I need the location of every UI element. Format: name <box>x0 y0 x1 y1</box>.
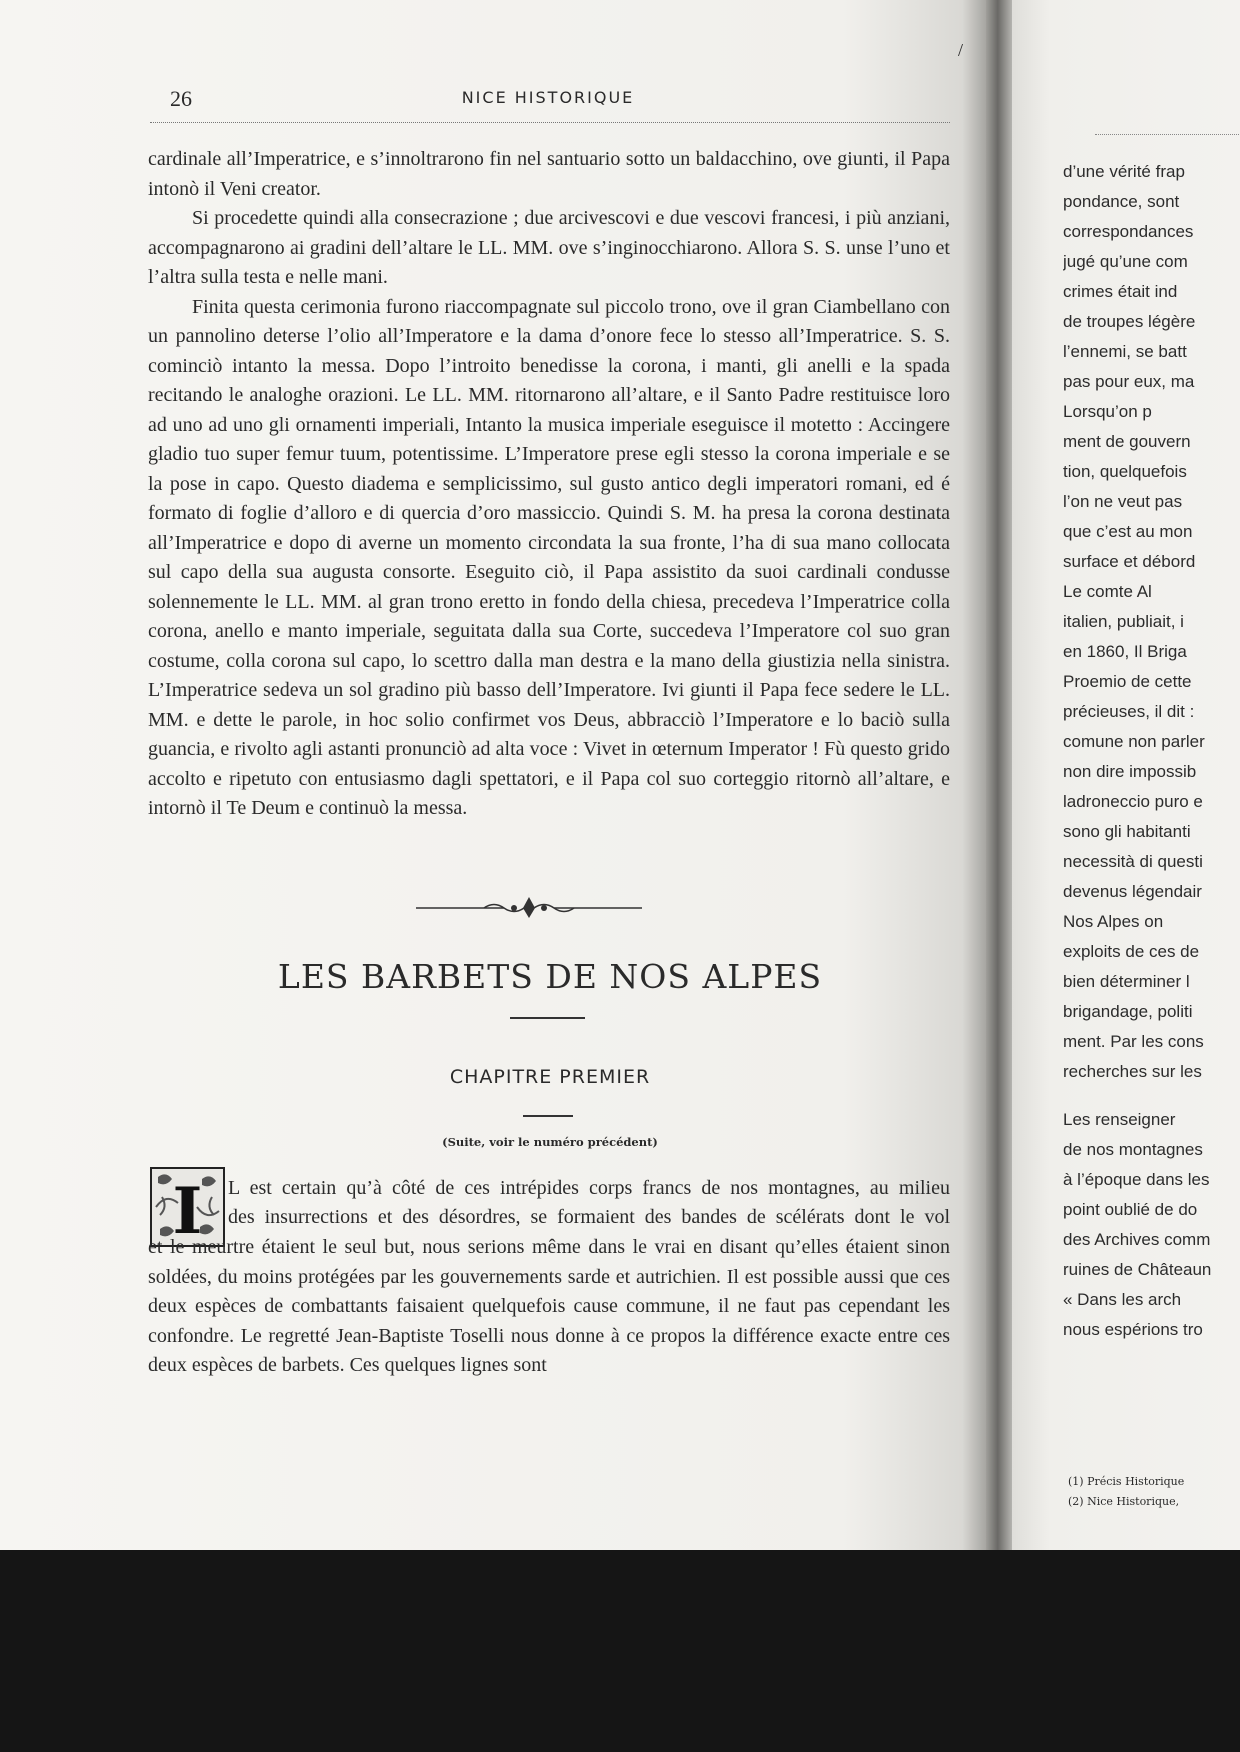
dropcap-line-1: L est certain qu’à côté de ces intrépides corps francs de nos montagnes, au milieu <box>228 1177 950 1199</box>
facing-line-21: non dire impossib <box>1063 762 1197 781</box>
facing-line-23: sono gli habitanti <box>1063 822 1191 841</box>
chapter-title: CHAPITRE PREMIER <box>449 1066 651 1088</box>
facing-page-text-lower <box>1063 1110 1240 1350</box>
dropcap-line-2: des insurrections et des désordres, se formaient des bandes de scélérats dont le vol <box>228 1206 950 1228</box>
facing-line-7: l’ennemi, se batt <box>1063 342 1187 361</box>
facing-lower-line-5: des Archives comm <box>1063 1230 1211 1249</box>
running-title: NICE HISTORIQUE <box>461 88 635 107</box>
facing-line-15: Le comte Al <box>1063 582 1152 601</box>
facing-line-20: comune non parler <box>1063 732 1205 751</box>
italian-text <box>148 145 950 824</box>
facing-line-30: ment. Par les cons <box>1063 1032 1204 1051</box>
page-number: 26 <box>170 86 192 111</box>
facing-line-29: brigandage, politi <box>1063 1002 1193 1021</box>
facing-lower-line-8: nous espérions tro <box>1063 1320 1203 1339</box>
article-body <box>148 1233 950 1381</box>
facing-note-2: (2) Nice Historique, <box>1068 1495 1180 1508</box>
facing-line-25: devenus légendair <box>1063 882 1202 901</box>
running-head <box>146 86 950 116</box>
facing-line-24: necessità di questi <box>1063 852 1203 871</box>
facing-page-footnotes <box>1068 1475 1184 1515</box>
facing-line-11: tion, quelquefois <box>1063 462 1187 481</box>
facing-header-rule <box>1095 134 1240 135</box>
initial-letter: I <box>172 1174 203 1245</box>
header-rule <box>150 122 950 123</box>
facing-note-1: (1) Précis Historique <box>1068 1475 1185 1488</box>
facing-line-12: l’on ne veut pas <box>1063 492 1183 511</box>
ornament-divider <box>414 895 644 919</box>
facing-line-17: en 1860, Il Briga <box>1063 642 1187 661</box>
scanner-bed <box>0 1550 1240 1752</box>
continuation-note: (Suite, voir le numéro précédent) <box>442 1135 658 1149</box>
paragraph-2: Si procedette quindi alla consecrazione ; due arcivescovi e due vescovi francesi, i più anziani, accompagnarono ai gradini dell’altare le LL. MM. ove s’inginocchiarono. Allora S. S. unse l’uno et l’altra sulla testa e nelle mani. <box>148 207 950 288</box>
facing-line-28: bien déterminer l <box>1063 972 1190 991</box>
facing-line-10: ment de gouvern <box>1063 432 1191 451</box>
facing-line-22: ladroneccio puro e <box>1063 792 1203 811</box>
facing-line-18: Proemio de cette <box>1063 672 1192 691</box>
facing-line-2: pondance, sont <box>1063 192 1180 211</box>
facing-line-26: Nos Alpes on <box>1063 912 1164 931</box>
facing-line-6: de troupes légère <box>1063 312 1196 331</box>
facing-lower-line-1: Les renseigner <box>1063 1110 1176 1129</box>
facing-line-3: correspondances <box>1063 222 1194 241</box>
chapter-rule <box>523 1115 573 1117</box>
facing-line-19: précieuses, il dit : <box>1063 702 1195 721</box>
facing-lower-line-7: « Dans les arch <box>1063 1290 1182 1309</box>
paragraph-1: cardinale all’Imperatrice, e s’innoltrarono fin nel santuario sotto un baldacchino, ove giunti, il Papa intonò il Veni creator. <box>148 148 950 200</box>
paragraph-3: Finita questa cerimonia furono riaccompagnate sul piccolo trono, ove il gran Ciambellano con un pannolino deterse l’olio all’Imperatore e la dama d’onore fece lo stesso all’Imperatrice. S. S. cominciò intanto la messa. Dopo l’introito benedisse la corona, i manti, gli anelli e la spada recitando le analoghe orazioni. Le LL. MM. ritornarono all’altare, e il Santo Padre restituisce loro ad uno ad uno gli ornamenti imperiali, Intanto la musica imperiale eseguisce il motetto : Accingere gladio tuo super femur tuum, potentissime. L’Imperatore prese egli stesso la corona imperiale e se la pose in capo. Questo diadema e semplicissimo, sul gusto antico degli imperatori romani, ed é formato di foglie d’alloro e di quercia d’oro massiccio. Quindi S. M. ha presa la corona destinata all’Imperatrice e dopo di averne un momento circondata la sua fronte, l’ha di sua mano collocata sul capo della sua augusta consorte. Eseguito ciò, il Papa assistito da suoi cardinali condusse solennemente le LL. MM. al gran trono eretto in fondo della chiesa, precedeva l’Imperatrice colla corona, anello e manto imperiale, seguitata dalla sua Corte, succedeva l’Imperatore col suo gran costume, colla corona sul capo, lo scettro dalla man destra e la mano della giustizia nella sinistra. L’Imperatrice sedeva un sol gradino più basso dell’Imperatore. Ivi giunti il Papa fece sedere le LL. MM. e dette le parole, in hoc solio confirmet vos Deus, abbracciò l’Imperatore e lo baciò sulla guancia, e rivolto agli astanti pronunciò ad alta voce : Vivet in œternum Imperator ! Fù questo grido accolto e ripetuto con entusiasmo dagli spettatori, e il Papa col suo corteggio ritornò all’altare, e intornò il Te Deum e continuò la messa. <box>148 295 950 819</box>
stray-mark: / <box>958 40 964 60</box>
facing-line-13: que c’est au mon <box>1063 522 1193 541</box>
facing-page-text <box>1063 162 1240 1092</box>
facing-lower-line-3: à l’époque dans les <box>1063 1170 1210 1189</box>
facing-line-31: recherches sur les <box>1063 1062 1202 1081</box>
facing-line-1: d’une vérité frap <box>1063 162 1185 181</box>
facing-line-8: pas pour eux, ma <box>1063 372 1195 391</box>
facing-lower-line-6: ruines de Châteaun <box>1063 1260 1212 1279</box>
article-title: LES BARBETS DE NOS ALPES <box>277 957 823 996</box>
facing-lower-line-4: point oublié de do <box>1063 1200 1198 1219</box>
facing-line-14: surface et débord <box>1063 552 1196 571</box>
book-gutter <box>986 0 1012 1550</box>
facing-lower-line-2: de nos montagnes <box>1063 1140 1203 1159</box>
article-paragraph: et le meurtre étaient le seul but, nous serions même dans le vrai en disant qu’elles étaient sinon soldées, du moins protégées par les gouvernements sarde et autrichien. Il est possible aussi que ces deux espèces de combattants faisaient quelquefois cause commune, il ne faut pas cependant les confondre. Le regretté Jean-Baptiste Toselli nous donne à ce propos la différence exacte entre ces deux espèces de barbets. Ces quelques lignes sont <box>148 1236 950 1376</box>
facing-line-27: exploits de ces de <box>1063 942 1200 961</box>
facing-line-4: jugé qu’une com <box>1063 252 1188 271</box>
title-rule <box>510 1017 585 1019</box>
facing-line-16: italien, publiait, i <box>1063 612 1184 631</box>
facing-line-9: Lorsqu’on p <box>1063 402 1152 421</box>
facing-line-5: crimes était ind <box>1063 282 1178 301</box>
